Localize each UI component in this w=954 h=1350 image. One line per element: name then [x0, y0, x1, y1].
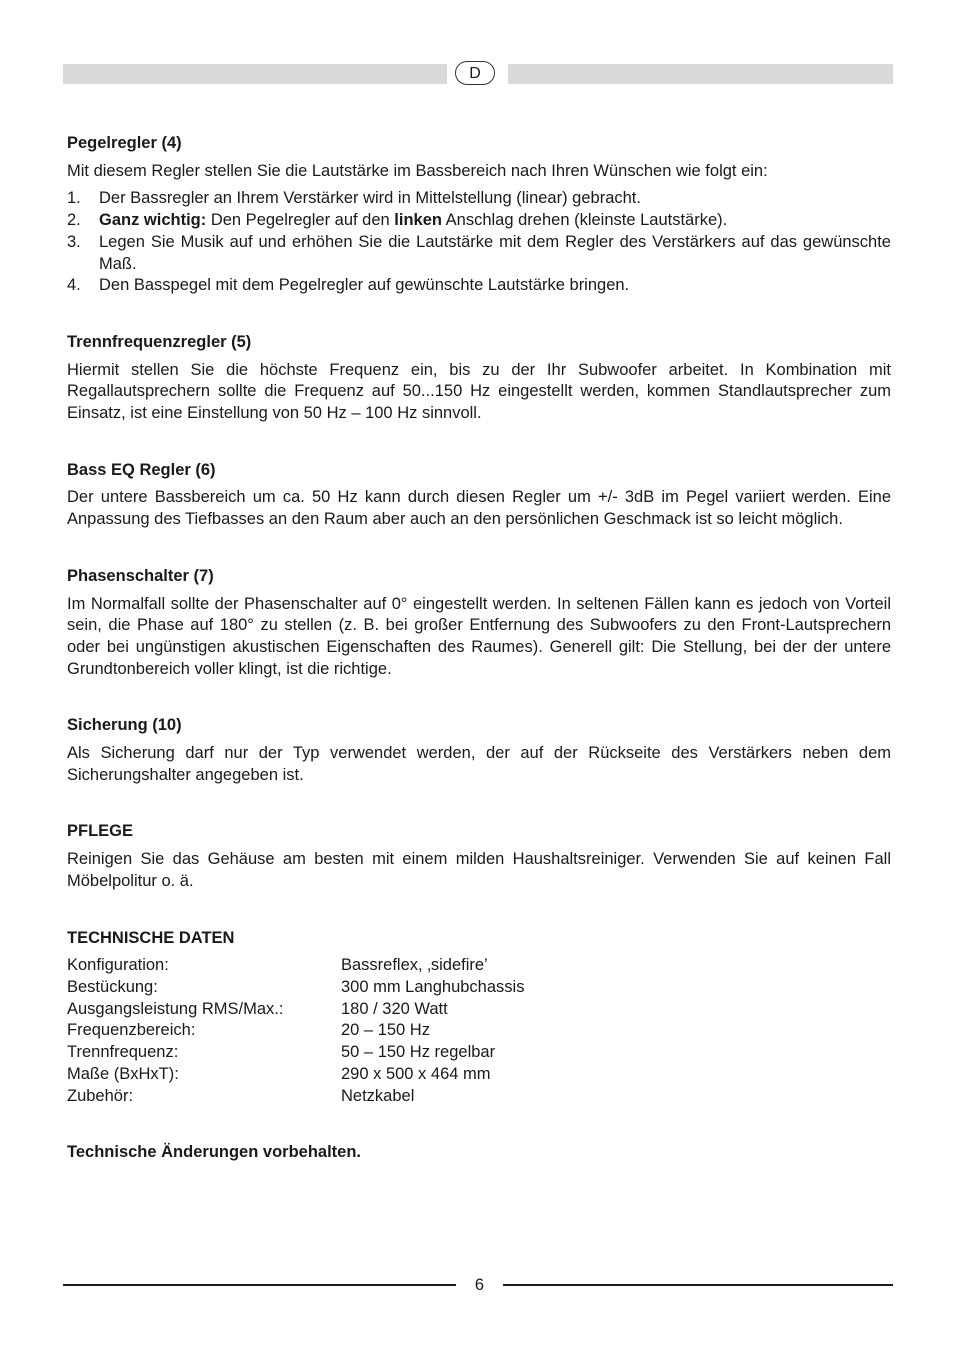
section-pflege [67, 821, 891, 892]
spec-label: Frequenzbereich: [67, 1021, 196, 1040]
section-title: Sicherung (10) [67, 716, 182, 735]
section-pegelregler [67, 133, 891, 297]
list-number: 1. [67, 189, 81, 208]
spec-label: Ausgangsleistung RMS/Max.: [67, 999, 284, 1018]
plain-text: Anschlag drehen (kleinste Lautstärke). [441, 211, 728, 230]
section-technische-daten [67, 928, 891, 1108]
spec-label: Bestückung: [67, 977, 158, 996]
section-title: Bass EQ Regler (6) [67, 460, 216, 479]
spec-value: Netzkabel [341, 1086, 415, 1105]
emphasis-text: Ganz wichtig: [99, 211, 207, 230]
spec-value: 290 x 500 x 464 mm [341, 1064, 491, 1083]
document-body [67, 133, 891, 1164]
spec-value: Bassreflex, ‚sidefire’ [341, 956, 488, 975]
plain-text: Den Pegelregler auf den [206, 211, 395, 230]
language-badge: D [455, 61, 495, 85]
section-title: Trennfrequenzregler (5) [67, 332, 252, 351]
spec-label: Konfiguration: [67, 956, 169, 975]
list-number: 2. [67, 211, 81, 230]
spec-value: 20 – 150 Hz [341, 1021, 430, 1040]
spec-value: 180 / 320 Watt [341, 999, 448, 1018]
section-text: Reinigen Sie das Gehäuse am besten mit einem milden Haushaltsreiniger. Verwenden Sie auf keinen Fall Möbelpolitur o. ä. [67, 850, 891, 890]
list-item [67, 188, 891, 210]
section-title: Pegelregler (4) [67, 134, 182, 152]
section-text: Im Normalfall sollte der Phasenschalter auf 0° eingestellt werden. In seltenen Fällen kann es jedoch von Vorteil sein, die Phase auf 180° zu stellen (z. B. bei großer Entfernung des Subwoofers zu den Front-Lautsprechern oder bei ungünstigen akustischen Eigenschaften des Raumes). Generell gilt: Die Stellung, bei der der untere Grundtonbereich voller klingt, ist die richtige. [67, 594, 891, 678]
spec-value: 50 – 150 Hz regelbar [341, 1043, 496, 1062]
section-phasenschalter [67, 566, 891, 681]
section-text: Als Sicherung darf nur der Typ verwendet werden, der auf der Rückseite des Verstärkers neben dem Sicherungshalter angegeben ist. [67, 744, 891, 784]
list-item [67, 275, 891, 297]
list-text [99, 210, 891, 232]
list-number: 3. [67, 232, 81, 251]
section-title: PFLEGE [67, 822, 134, 841]
section-text: Der untere Bassbereich um ca. 50 Hz kann durch diesen Regler um +/- 3dB im Pegel variiert werden. Eine Anpassung des Tiefbasses an den Raum aber auch an den persönlichen Geschmack ist so leicht möglich. [67, 488, 891, 529]
spec-label: Maße (BxHxT): [67, 1064, 179, 1083]
section-sicherung [67, 715, 891, 786]
list-text: Den Basspegel mit dem Pegelregler auf gewünschte Lautstärke bringen. [99, 276, 630, 295]
list-text: Legen Sie Musik auf und erhöhen Sie die Lautstärke mit dem Regler des Verstärkers auf das gewünschte Maß. [99, 232, 891, 273]
spec-label: Zubehör: [67, 1086, 134, 1105]
spec-label: Trennfrequenz: [67, 1043, 179, 1062]
header-rule-right [508, 64, 893, 84]
section-intro: Mit diesem Regler stellen Sie die Lautstärke im Bassbereich nach Ihren Wünschen wie folgt ein: [67, 161, 768, 180]
header-rule-left [63, 64, 447, 84]
emphasis-text: linken [394, 211, 442, 230]
list-item [67, 210, 891, 232]
spec-value: 300 mm Langhubchassis [341, 977, 525, 996]
section-title: Phasenschalter (7) [67, 566, 214, 585]
section-title: TECHNISCHE DATEN [67, 928, 235, 947]
list-item [67, 232, 891, 275]
footer-rule-left [63, 1284, 456, 1286]
section-trennfrequenz [67, 332, 891, 425]
page-number: 6 [474, 1276, 485, 1294]
section-text: Hiermit stellen Sie die höchste Frequenz ein, bis zu der Ihr Subwoofer arbeitet. In Kombination mit Regallautsprechern sollte die Frequenz auf 50...150 Hz eingestellt werden, kommen Standlautsprecher zum Einsatz, ist eine Einstellung von 50 Hz – 100 Hz sinnvoll. [67, 360, 891, 423]
steps-list [67, 188, 891, 297]
list-text: Der Bassregler an Ihrem Verstärker wird in Mittelstellung (linear) gebracht. [99, 189, 641, 208]
list-number: 4. [67, 276, 81, 295]
footer-rule-right [503, 1284, 893, 1286]
section-bass-eq [67, 460, 891, 531]
footnote: Technische Änderungen vorbehalten. [67, 1143, 361, 1162]
specs-table [67, 955, 891, 1107]
